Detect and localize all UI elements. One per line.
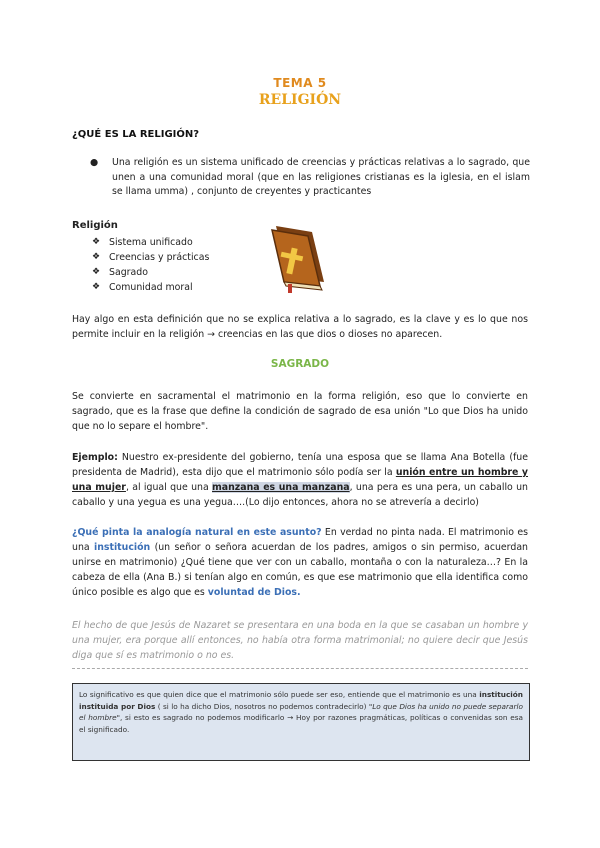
analogy-paragraph: ¿Qué pinta la analogía natural en este asunto? En verdad no pinta nada. El matrimonio es una institución (un señor o señora acuerdan de los padres, amigos o sin permiso, acuerdan unirse en matrimonio) ¿Qué tiene que ver con un caballo, montaña o con la naturaleza…? En la cabeza de ella (Ana B.) si tenían algo en común, es que ese matrimonio que ella identifica como único posible es algo que es voluntad de Dios. (72, 527, 529, 598)
bible-book-icon (262, 222, 326, 294)
diamond-bullet-icon: ❖ (92, 237, 101, 247)
diamond-bullet-icon: ❖ (92, 282, 101, 292)
page-title: RELIGIÓN (258, 92, 342, 108)
sagrado-heading: SAGRADO (270, 358, 330, 370)
example-label: Ejemplo: (72, 452, 118, 463)
voluntad-term: voluntad de Dios. (207, 587, 301, 598)
definition-text: Una religión es un sistema unificado de creencias y prácticas relativas a lo sagrado, que unen a una comunidad moral (que en las religiones cristianas es la iglesia, en el islam se llama umma) , conjunto de creyentes y practicantes (112, 157, 530, 197)
analogy-question: ¿Qué pinta la analogía natural en este asunto? (72, 527, 322, 538)
diamond-bullet-icon: ❖ (92, 252, 101, 262)
list-item: ❖ Creencias y prácticas (92, 252, 210, 263)
definition-bullet (90, 156, 530, 200)
highlight-manzana: manzana es una manzana (212, 482, 350, 493)
dashed-divider (72, 668, 528, 669)
sagrado-paragraph: Se convierte en sacramental el matrimonio en la forma religión, eso que lo convierte en sagrado, que es la frase que define la condición de sagrado de esa unión "Lo que Dios ha unido que no lo separe el hombre". (72, 391, 528, 432)
box-bold-term: institución instituida por Dios (79, 690, 523, 711)
list-item: ❖ Comunidad moral (92, 282, 193, 293)
highlight-union: unión entre un hombre y una mujer (72, 467, 529, 493)
diamond-bullet-icon: ❖ (92, 267, 101, 277)
religion-list (92, 235, 209, 295)
list-item: ❖ Sagrado (92, 267, 148, 278)
summary-box: Lo significativo es que quien dice que el matrimonio sólo puede ser eso, entiende que el matrimonio es una institución instituida por Dios ( si lo ha dicho Dios, nosotros no podemos contradecirlo) "Lo que Dios ha unido no puede separarlo el hombre", si esto es sagrado no podemos modificarlo → Hoy por razones pragmáticas, políticas o convenidas son esa el significado. (72, 683, 530, 761)
definition-note: Hay algo en esta definición que no se explica relativa a lo sagrado, es la clave y es lo que nos permite incluir en la religión → creencias en las que dios o dioses no aparecen. (72, 314, 528, 340)
topic-number: TEMA 5 (273, 76, 327, 90)
institucion-term: institución (94, 542, 151, 553)
jesus-note: El hecho de que Jesús de Nazaret se presentara en una boda en la que se casaban un hombre y una mujer, era porque allí entonces, no había otra forma matrimonial; no quiere decir que Jesús diga que sí es matrimonio o no es. (72, 620, 528, 661)
section-heading-what-is-religion: ¿QUÉ ES LA RELIGIÓN? (72, 129, 200, 140)
bullet-dot-icon: ● (90, 157, 99, 168)
box-quote: "Lo que Dios ha unido no puede separarlo el hombre" (79, 701, 523, 722)
religion-heading: Religión (72, 220, 118, 231)
list-item: ❖ Sistema unificado (92, 237, 193, 248)
example-paragraph: Ejemplo: Nuestro ex-presidente del gobierno, tenía una esposa que se llama Ana Botella (fue presidenta de Madrid), esta dijo que el matrimonio sólo podía ser la unión entre un hombre y una mujer, al igual que una manzana es una manzana, una pera es una pera, un caballo un caballo y una yegua es una yegua….(Lo dijo entonces, ahora no se atrevería a decirlo) (72, 452, 529, 508)
